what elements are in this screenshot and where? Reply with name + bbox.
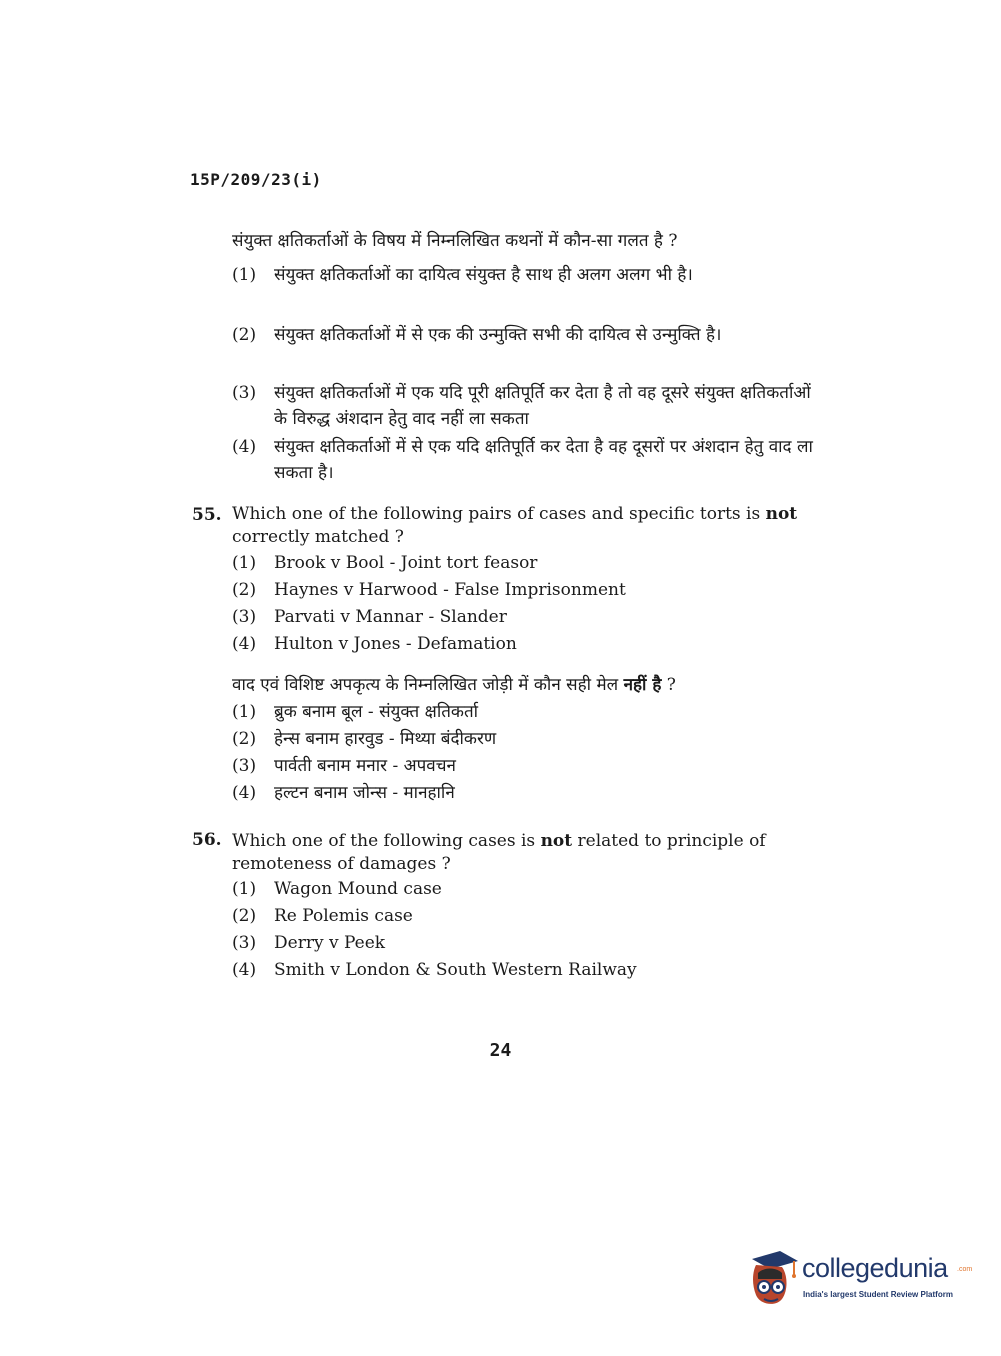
q56-number: 56. [192,830,222,850]
option-text: पार्वती बनाम मनार - अपवचन [274,756,456,776]
brand-tagline: India's largest Student Review Platform [803,1290,953,1299]
q54-option-1 [232,262,817,288]
option-text: संयुक्त क्षतिकर्ताओं में से एक की उन्मुक्ति सभी की दायित्व से उन्मुक्ति है। [274,325,722,345]
option-number: (2) [232,729,257,749]
q54-option-3 [232,380,817,432]
option-text: Hulton v Jones - Defamation [274,634,517,654]
q56-option-4 [232,957,817,984]
student-mascot-icon [742,1245,800,1311]
option-number: (4) [232,960,257,980]
option-text: Smith v London & South Western Railway [274,960,637,980]
option-text: संयुक्त क्षतिकर्ताओं का दायित्व संयुक्त है साथ ही अलग अलग भी है। [274,265,693,285]
q55-hindi-option-4 [232,780,817,806]
option-text: Re Polemis case [274,906,413,926]
question-text: Which one of the following cases is [232,831,541,851]
page-number: 24 [489,1040,512,1061]
option-text: Parvati v Mannar - Slander [274,607,507,627]
q55-option-2 [232,577,817,604]
collegedunia-watermark [742,1245,982,1320]
option-number: (3) [232,756,257,776]
option-text: हल्टन बनाम जोन्स - मानहानि [274,783,455,803]
q56-option-3 [232,930,817,957]
option-number: (1) [232,879,257,899]
question-text: वाद एवं विशिष्ट अपकृत्य के निम्नलिखित जोड़ी में कौन सही मेल [232,675,624,695]
option-number: (1) [232,265,257,285]
option-text: Brook v Bool - Joint tort feasor [274,553,538,573]
option-text: संयुक्त क्षतिकर्ताओं में एक यदि पूरी क्षतिपूर्ति कर देता है तो वह दूसरे संयुक्त क्षतिकर्ताओं के विरुद्ध अंशदान हेतु वाद नहीं ला सकता [274,383,811,429]
q55-hindi-option-2 [232,726,817,752]
q55-option-3 [232,604,817,631]
option-number: (3) [232,607,257,627]
q55-option-4 [232,631,817,658]
q55-option-1 [232,550,817,577]
option-number: (2) [232,906,257,926]
q55-hindi-option-1 [232,699,817,725]
option-number: (3) [232,933,257,953]
q56-option-2 [232,903,817,930]
q54-option-4 [232,434,817,486]
option-text: हेन्स बनाम हारवुड - मिथ्या बंदीकरण [274,729,497,749]
option-number: (3) [232,383,257,403]
q55-hindi-question [232,672,676,698]
question-emphasis: not [765,504,798,524]
option-number: (4) [232,783,257,803]
q54-option-2 [232,322,817,348]
question-text: correctly matched ? [232,527,404,547]
question-text: Which one of the following pairs of cases and specific torts is [232,504,766,524]
question-emphasis: नहीं है [623,675,662,695]
option-text: Haynes v Harwood - False Imprisonment [274,580,626,600]
option-number: (1) [232,553,257,573]
q56-question [232,830,822,876]
option-number: (1) [232,702,257,722]
brand-name: collegedunia [802,1253,948,1283]
question-text: ? [661,675,676,695]
q56-option-1 [232,876,817,903]
q55-hindi-option-3 [232,753,817,779]
option-text: संयुक्त क्षतिकर्ताओं में से एक यदि क्षतिपूर्ति कर देता है वह दूसरों पर अंशदान हेतु वाद ला सकता है। [274,437,813,483]
option-text: Derry v Peek [274,933,386,953]
q55-question [232,503,822,549]
option-number: (4) [232,634,257,654]
q55-number: 55. [192,505,222,525]
option-text: Wagon Mound case [274,879,442,899]
option-text: ब्रुक बनाम बूल - संयुक्त क्षतिकर्ता [274,702,479,722]
page-code: 15P/209/23(i) [190,170,322,189]
option-number: (4) [232,437,257,457]
option-number: (2) [232,580,257,600]
option-number: (2) [232,325,257,345]
question-emphasis: not [540,831,573,851]
brand-suffix: .com [957,1266,973,1273]
question-text: related to principle of remoteness of damages ? [232,831,766,874]
q54-hindi-question: संयुक्त क्षतिकर्ताओं के विषय में निम्नलिखित कथनों में कौन-सा गलत है ? [232,231,678,251]
